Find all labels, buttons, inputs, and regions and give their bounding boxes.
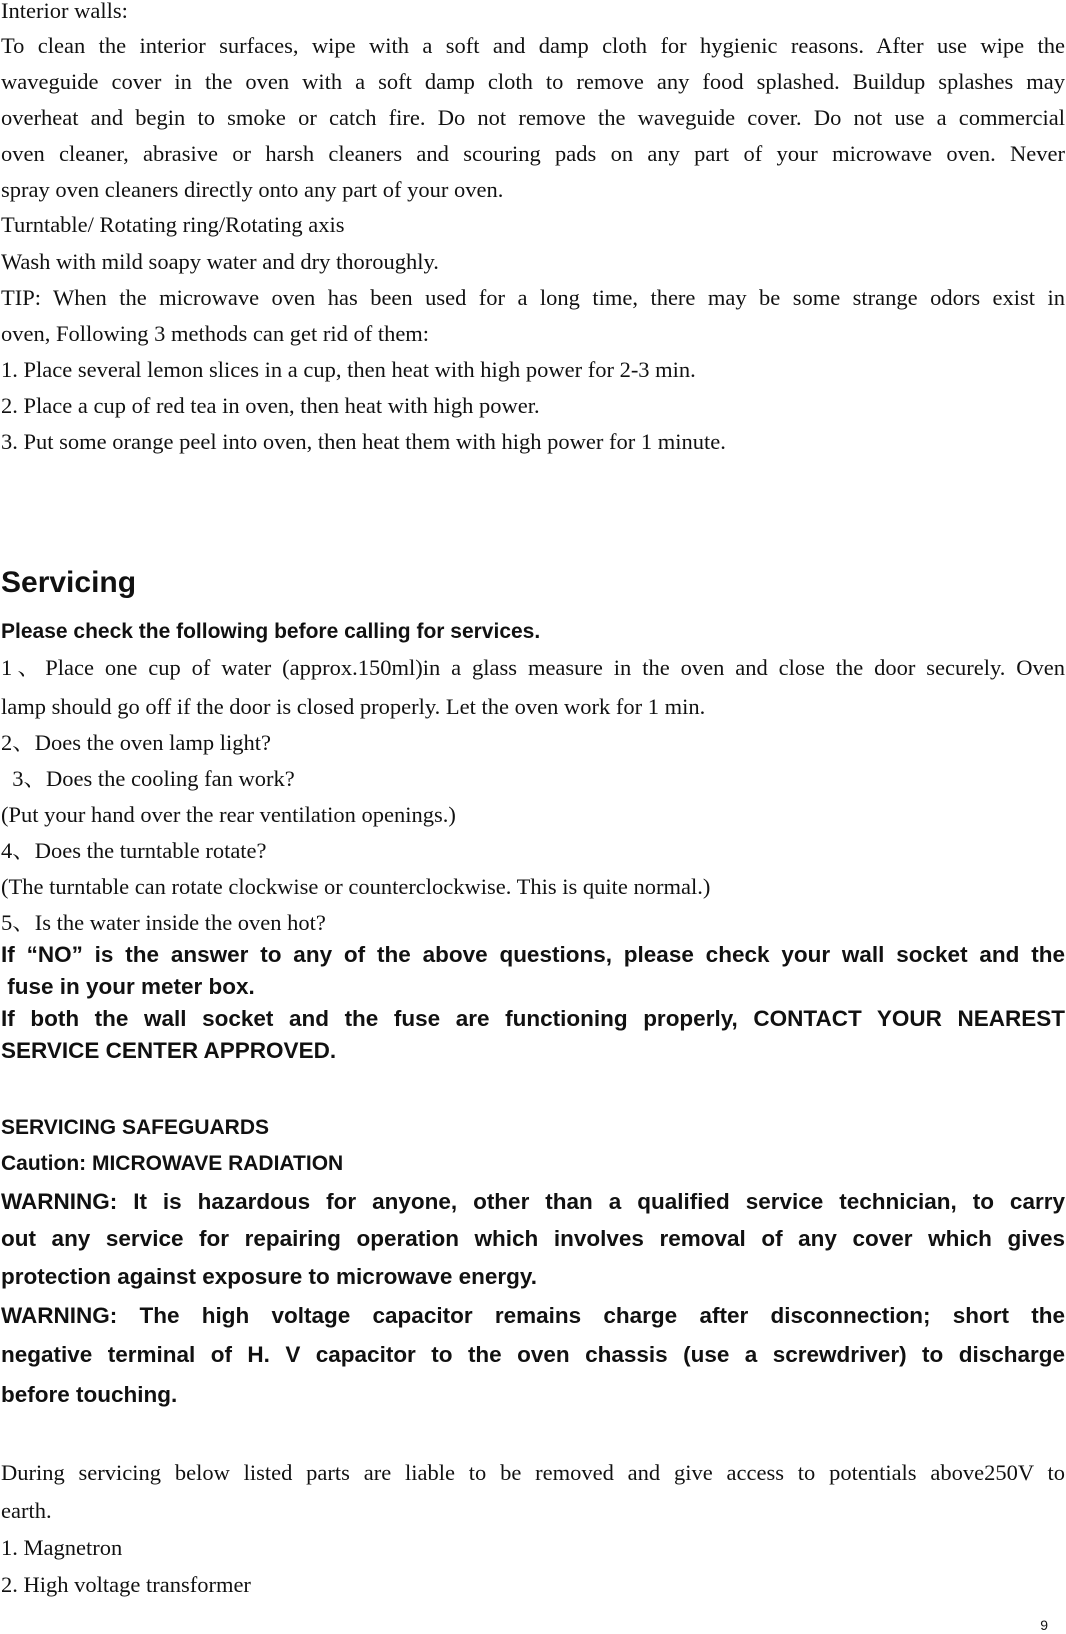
check-line: 5、Is the water inside the oven hot? xyxy=(1,910,326,935)
parts-list-item: 1. Magnetron xyxy=(1,1535,123,1560)
check-line: 2、Does the oven lamp light? xyxy=(1,730,271,755)
parts-intro-line: earth. xyxy=(1,1498,52,1523)
tip-method: 1. Place several lemon slices in a cup, then heat with high power for 2-3 min. xyxy=(1,357,696,382)
check-line: 1、Place one cup of water (approx.150ml)in a glass measure in the oven and close the door securely. Oven xyxy=(1,655,1065,680)
servicing-title: Servicing xyxy=(1,566,137,599)
servicing-subtitle: Please check the following before calling for services. xyxy=(1,620,541,643)
check-line: lamp should go off if the door is closed properly. Let the oven work for 1 min. xyxy=(1,694,706,719)
servicing-note-line: SERVICE CENTER APPROVED. xyxy=(1,1038,337,1063)
servicing-note-line: If “NO” is the answer to any of the above questions, please check your wall socket and the xyxy=(1,942,1065,967)
check-line: (Put your hand over the rear ventilation openings.) xyxy=(1,802,456,827)
safeguards-caution: Caution: MICROWAVE RADIATION xyxy=(1,1152,344,1175)
turntable-heading: Turntable/ Rotating ring/Rotating axis xyxy=(1,212,345,237)
turntable-text: Wash with mild soapy water and dry thoroughly. xyxy=(1,249,439,274)
page-number: 9 xyxy=(1040,1617,1048,1633)
interior-para-line: oven cleaner, abrasive or harsh cleaners and scouring pads on any part of your microwave oven. Never xyxy=(1,141,1065,166)
safeguards-warning-line: protection against exposure to microwave energy. xyxy=(1,1264,537,1289)
safeguards-warning-line: negative terminal of H. V capacitor to the oven chassis (use a screwdriver) to discharge xyxy=(1,1342,1065,1367)
interior-para-line: To clean the interior surfaces, wipe with a soft and damp cloth for hygienic reasons. After use wipe the xyxy=(1,33,1065,58)
check-line: 3、Does the cooling fan work? xyxy=(1,766,295,791)
tip-line: TIP: When the microwave oven has been used for a long time, there may be some strange odors exist in xyxy=(1,285,1065,310)
safeguards-warning-line: out any service for repairing operation which involves removal of any cover which gives xyxy=(1,1226,1065,1251)
interior-heading: Interior walls: xyxy=(1,0,128,23)
safeguards-warning-line: WARNING: The high voltage capacitor remains charge after disconnection; short the xyxy=(1,1303,1065,1328)
interior-para-line: overheat and begin to smoke or catch fire. Do not remove the waveguide cover. Do not use a commercial xyxy=(1,105,1065,130)
tip-method: 2. Place a cup of red tea in oven, then heat with high power. xyxy=(1,393,540,418)
servicing-note-line: fuse in your meter box. xyxy=(1,974,255,999)
safeguards-warning-line: before touching. xyxy=(1,1382,178,1407)
safeguards-title: SERVICING SAFEGUARDS xyxy=(1,1116,269,1139)
check-line: (The turntable can rotate clockwise or counterclockwise. This is quite normal.) xyxy=(1,874,711,899)
servicing-note-line: If both the wall socket and the fuse are functioning properly, CONTACT YOUR NEAREST xyxy=(1,1006,1065,1031)
tip-method: 3. Put some orange peel into oven, then heat them with high power for 1 minute. xyxy=(1,429,726,454)
tip-line: oven, Following 3 methods can get rid of them: xyxy=(1,321,430,346)
interior-para-line: spray oven cleaners directly onto any part of your oven. xyxy=(1,177,504,202)
safeguards-warning-line: WARNING: It is hazardous for anyone, other than a qualified service technician, to carry xyxy=(1,1189,1065,1214)
parts-list-item: 2. High voltage transformer xyxy=(1,1572,251,1597)
check-line: 4、Does the turntable rotate? xyxy=(1,838,267,863)
parts-intro-line: During servicing below listed parts are liable to be removed and give access to potentials above250V to xyxy=(1,1460,1065,1485)
interior-para-line: waveguide cover in the oven with a soft damp cloth to remove any food splashed. Buildup splashes may xyxy=(1,69,1065,94)
